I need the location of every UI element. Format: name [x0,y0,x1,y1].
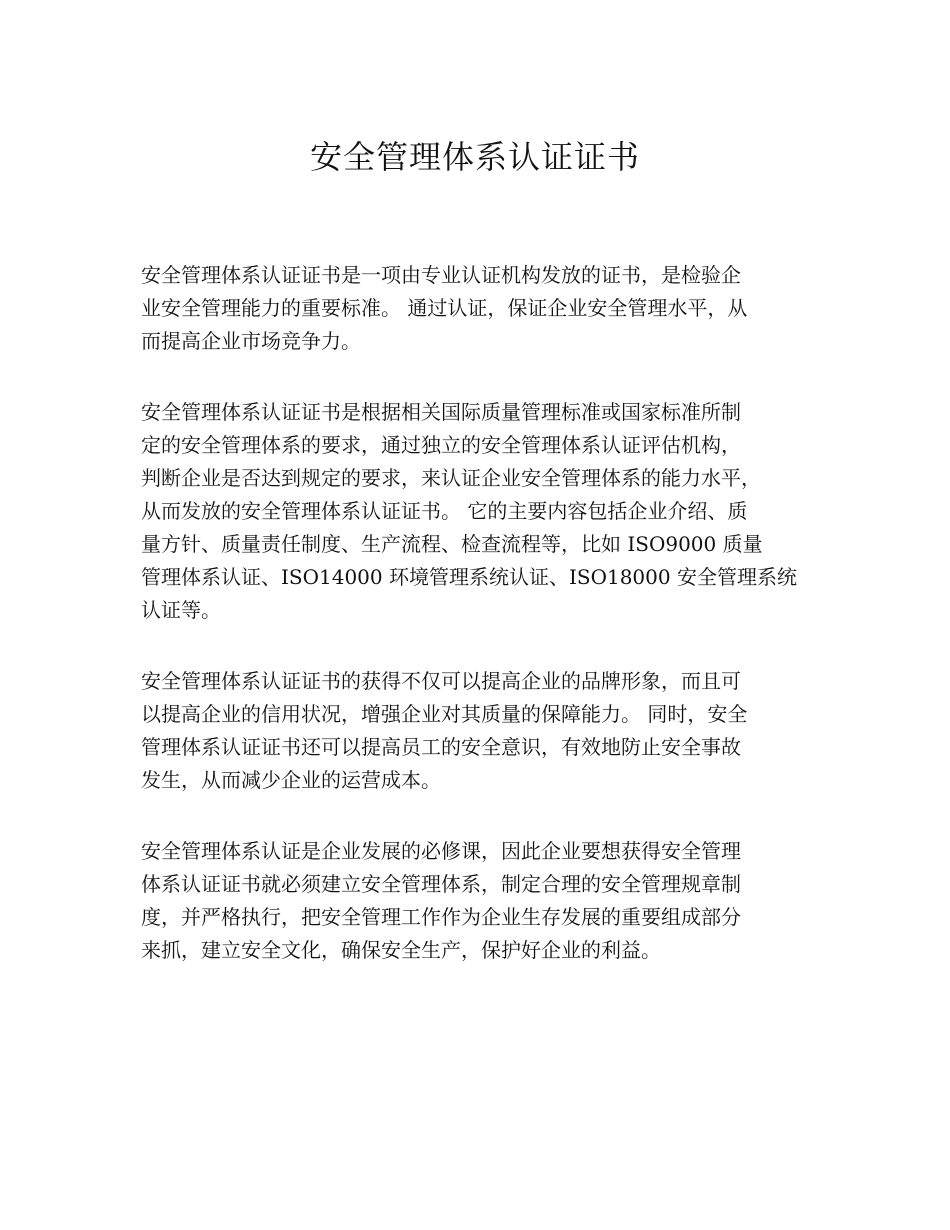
paragraph-line: 以提高企业的信用状况，增强企业对其质量的保障能力。 同时，安全 [141,702,748,726]
paragraph-line: 安全管理体系认证证书的获得不仅可以提高企业的品牌形象，而且可 [141,669,741,693]
paragraph-line: 安全管理体系认证是企业发展的必修课，因此企业要想获得安全管理 [141,839,741,863]
paragraph-line: 量方针、质量责任制度、生产流程、检查流程等，比如 ISO9000 质量 [141,532,763,556]
paragraph-line: 安全管理体系认证证书是根据相关国际质量管理标准或国家标准所制 [141,400,741,424]
paragraph-line: 业安全管理能力的重要标准。 通过认证，保证企业安全管理水平，从 [141,296,748,320]
paragraph-line: 定的安全管理体系的要求，通过独立的安全管理体系认证评估机构， [141,433,741,457]
paragraph-line: 度，并严格执行，把安全管理工作作为企业生存发展的重要组成部分 [141,905,741,929]
paragraph-2 [141,396,831,627]
paragraph-line: 管理体系认证证书还可以提高员工的安全意识，有效地防止安全事故 [141,735,741,759]
paragraph-line: 管理体系认证、ISO14000 环境管理系统认证、ISO18000 安全管理系统 [141,565,797,589]
paragraph-line: 从而发放的安全管理体系认证证书。 它的主要内容包括企业介绍、质 [141,499,748,523]
paragraph-line: 而提高企业市场竞争力。 [141,329,361,353]
document-title: 安全管理体系认证证书 [309,138,640,176]
paragraph-line: 认证等。 [141,598,221,622]
paragraph-line: 判断企业是否达到规定的要求，来认证企业安全管理体系的能力水平， [141,466,761,490]
paragraph-line: 来抓，建立安全文化，确保安全生产，保护好企业的利益。 [141,938,661,962]
paragraph-line: 体系认证证书就必须建立安全管理体系，制定合理的安全管理规章制 [141,872,741,896]
document-body [141,259,831,1005]
paragraph-3 [141,665,831,797]
paragraph-line: 发生，从而减少企业的运营成本。 [141,768,441,792]
paragraph-line: 安全管理体系认证证书是一项由专业认证机构发放的证书，是检验企 [141,263,741,287]
paragraph-4 [141,835,831,967]
paragraph-1 [141,259,831,358]
